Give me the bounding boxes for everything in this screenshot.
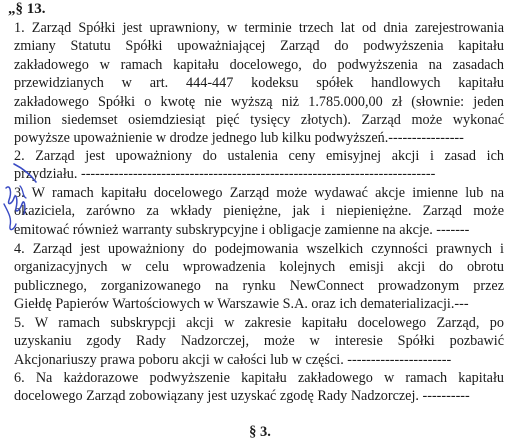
paragraph-2	[14, 147, 504, 184]
paragraph-1	[14, 19, 504, 148]
next-section-heading: § 3.	[249, 424, 271, 440]
paragraph-line: 5. W ramach subskrypcji akcji w zakresie kapitału docelowego Zarząd, po	[14, 315, 504, 331]
paragraph-line: 1. Zarząd Spółki jest uprawniony, w terminie trzech lat od dnia zarejestrowania	[14, 20, 504, 36]
paragraph-line: zakładowego Spółki o kwotę nie wyższą niż 1.785.000,00 zł (słownie: jeden	[14, 93, 504, 110]
paragraph-line: 3. W ramach kapitału docelowego Zarząd może wydawać akcje imienne lub na	[14, 185, 504, 201]
paragraph-line: 6. Na każdorazowe podwyższenie kapitału zakładowego w ramach kapitału	[14, 370, 504, 386]
paragraph-line: 4. Zarząd jest upoważniony do podejmowania wszelkich czynności prawnych i	[14, 241, 504, 257]
paragraph-line: milion siedemset osiemdziesiąt pięć tysięcy złotych). Zarząd może wykonać	[14, 112, 504, 129]
paragraph-line: organizacyjnych w celu wprowadzenia kolejnych emisji akcji do obrotu	[14, 259, 504, 276]
paragraph-5	[14, 314, 504, 369]
paragraph-4	[14, 240, 504, 314]
paragraph-line: zmiany Statutu Spółki upoważniającej Zarząd do podwyższenia kapitału	[14, 38, 504, 55]
paragraph-line: uzyskaniu zgody Rady Nadzorczej, może w interesie Spółki pozbawić	[14, 333, 504, 350]
section-heading: „§ 13.	[8, 1, 46, 17]
paragraph-line: docelowego Zarząd zobowiązany jest uzyskać zgodę Rady Nadzorczej. ----------	[14, 388, 470, 405]
paragraph-line: przewidzianych w art. 444-447 kodeksu spółek handlowych kapitału	[14, 75, 504, 92]
paragraph-line: przydziału. ---------------------------------------------------------------------------	[14, 166, 436, 183]
paragraph-line: okaziciela, zarówno za wkłady pieniężne, jak i niepieniężne. Zarząd może	[14, 203, 504, 220]
paragraph-line: powyższe upoważnienie w drodze jednego lub kilku podwyższeń.----------------	[14, 130, 464, 147]
paragraph-line: Giełdę Papierów Wartościowych w Warszawie S.A. oraz ich dematerializacji.---	[14, 296, 469, 313]
paragraph-line: emitować również warranty subskrypcyjne i obligacje zamienne na akcje. -------	[14, 221, 470, 238]
paragraph-6	[14, 369, 504, 406]
paragraph-line: zakładowego w ramach kapitału docelowego, do podwyższenia na zasadach	[14, 56, 504, 73]
paragraph-line: publicznego, zorganizowanego na rynku NewConnect prowadzonym przez	[14, 277, 504, 294]
paragraph-line: 2. Zarząd jest upoważniony do ustalenia ceny emisyjnej akcji i zasad ich	[14, 148, 504, 164]
paragraph-line: Akcjonariuszy prawa poboru akcji w całości lub w części. ----------------------	[14, 351, 452, 368]
paragraph-3	[14, 184, 504, 239]
